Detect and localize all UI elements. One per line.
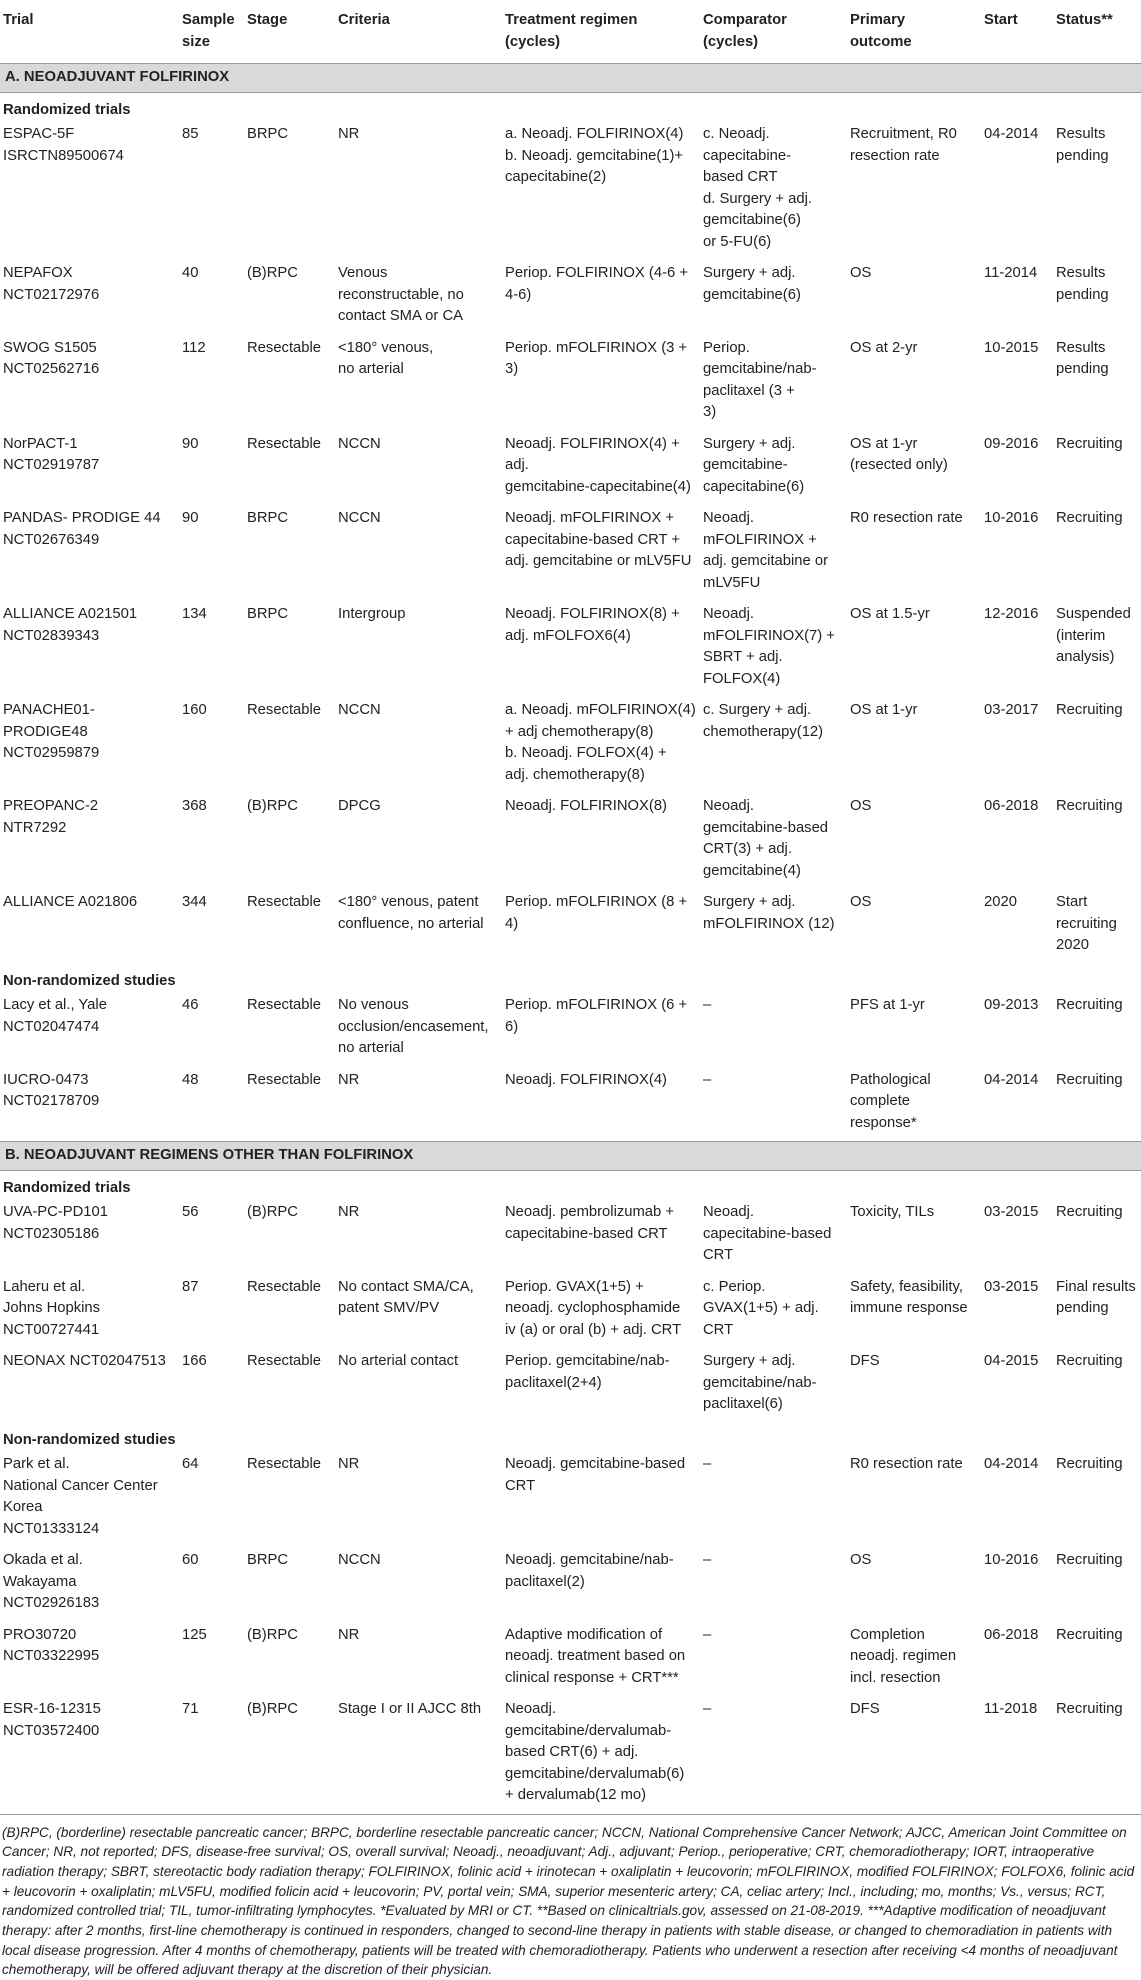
trial-cell: Laheru et al. Johns Hopkins NCT00727441 [0, 1274, 179, 1349]
col-header-treatment: Treatment regimen (cycles) [502, 0, 700, 64]
header-row [0, 0, 1141, 64]
table-row [0, 1696, 1141, 1814]
trial-cell: ALLIANCE A021806 [0, 889, 179, 964]
table-row [0, 1067, 1141, 1142]
outcome-cell: OS [847, 1547, 981, 1622]
sample-size-cell: 64 [179, 1451, 244, 1547]
table-row [0, 697, 1141, 793]
group-label: Non-randomized studies [0, 964, 1141, 993]
treatment-cell: a. Neoadj. FOLFIRINOX(4) b. Neoadj. gemcitabine(1)+ capecitabine(2) [502, 121, 700, 260]
criteria-cell: NR [335, 121, 502, 260]
table-footnote: (B)RPC, (borderline) resectable pancreatic cancer; BRPC, borderline resectable pancreatic cancer; NCCN, National Comprehensive Cancer Network; AJCC, American Joint Committee on Cancer; NR, not reported; DFS, disease-free survival; OS, overall survival; Neoadj., neoadjuvant; Adj., adjuvant; Periop., perioperative; CRT, chemoradiotherapy; IORT, intraoperative radiation therapy; SBRT, stereotactic body radiation therapy; FOLFIRINOX, folinic acid + irinotecan + oxaliplatin + leucovorin; mFOLFIRINOX, modified FOLFIRINOX; FOLFOX6, folinic acid + leucovorin + oxaliplatin; mLV5FU, modified folicin acid + leucovorin; PV, portal vein; SMA, superior mesenteric artery; CA, celiac artery; Incl., including; mo, months; Vs., versus; RCT, randomized controlled trial; TIL, tumor-infiltrating lymphocytes. *Evaluated by MRI or CT. **Based on clinicaltrials.gov, assessed on 21-08-2019. ***Adaptive modification of neoadjuvant therapy: after 2 months, first-line chemotherapy is continued in responders, changed to second-line therapy in patients with stable disease, or changed to chemoradiation in patients with local disease progression. After 4 months of chemotherapy, patients will be treated with chemoradiotherapy. Patients who underwent a resection after receiving <4 months of neoadjuvant chemotherapy, will be offered adjuvant therapy at the discretion of their physician. [0, 1815, 1141, 1980]
table-row [0, 505, 1141, 601]
trial-cell: Lacy et al., Yale NCT02047474 [0, 992, 179, 1067]
comparator-cell: c. Surgery + adj. chemotherapy(12) [700, 697, 847, 793]
table-row [0, 793, 1141, 889]
table-row [0, 431, 1141, 506]
start-cell: 04-2015 [981, 1348, 1053, 1423]
criteria-cell: NR [335, 1067, 502, 1142]
table-row [0, 335, 1141, 431]
table-row [0, 1451, 1141, 1547]
stage-cell: Resectable [244, 1451, 335, 1547]
comparator-cell: Neoadj. mFOLFIRINOX + adj. gemcitabine or mLV5FU [700, 505, 847, 601]
stage-cell: Resectable [244, 335, 335, 431]
comparator-cell: – [700, 1696, 847, 1814]
comparator-cell: Neoadj. gemcitabine-based CRT(3) + adj. gemcitabine(4) [700, 793, 847, 889]
status-cell: Recruiting [1053, 1547, 1141, 1622]
stage-cell: (B)RPC [244, 260, 335, 335]
stage-cell: Resectable [244, 992, 335, 1067]
trial-cell: PREOPANC-2 NTR7292 [0, 793, 179, 889]
trial-cell: NorPACT-1 NCT02919787 [0, 431, 179, 506]
sample-size-cell: 166 [179, 1348, 244, 1423]
col-header-sample-size: Sample size [179, 0, 244, 64]
table-row [0, 1547, 1141, 1622]
col-header-status: Status** [1053, 0, 1141, 64]
outcome-cell: R0 resection rate [847, 1451, 981, 1547]
section-title: A. NEOADJUVANT FOLFIRINOX [0, 64, 1141, 93]
comparator-cell: – [700, 1547, 847, 1622]
criteria-cell: NCCN [335, 505, 502, 601]
comparator-cell: – [700, 1067, 847, 1142]
comparator-cell: – [700, 1622, 847, 1697]
section-row [0, 1142, 1141, 1171]
treatment-cell: Neoadj. gemcitabine/nab- paclitaxel(2) [502, 1547, 700, 1622]
outcome-cell: Recruitment, R0 resection rate [847, 121, 981, 260]
criteria-cell: NCCN [335, 697, 502, 793]
trial-cell: ESR-16-12315 NCT03572400 [0, 1696, 179, 1814]
start-cell: 11-2014 [981, 260, 1053, 335]
sample-size-cell: 46 [179, 992, 244, 1067]
comparator-cell: c. Periop. GVAX(1+5) + adj. CRT [700, 1274, 847, 1349]
criteria-cell: NCCN [335, 431, 502, 506]
group-row [0, 92, 1141, 121]
trial-cell: NEPAFOX NCT02172976 [0, 260, 179, 335]
status-cell: Recruiting [1053, 1199, 1141, 1274]
col-header-outcome: Primary outcome [847, 0, 981, 64]
treatment-cell: Neoadj. FOLFIRINOX(4) + adj. gemcitabine-capecitabine(4) [502, 431, 700, 506]
table-row [0, 1622, 1141, 1697]
table-row [0, 992, 1141, 1067]
stage-cell: BRPC [244, 121, 335, 260]
outcome-cell: OS [847, 260, 981, 335]
comparator-cell: Neoadj. mFOLFIRINOX(7) + SBRT + adj. FOLFOX(4) [700, 601, 847, 697]
criteria-cell: No arterial contact [335, 1348, 502, 1423]
trial-cell: IUCRO-0473 NCT02178709 [0, 1067, 179, 1142]
sample-size-cell: 85 [179, 121, 244, 260]
treatment-cell: Neoadj. pembrolizumab + capecitabine-based CRT [502, 1199, 700, 1274]
section-row [0, 64, 1141, 93]
stage-cell: BRPC [244, 601, 335, 697]
comparator-cell: Surgery + adj. mFOLFIRINOX (12) [700, 889, 847, 964]
table-row [0, 889, 1141, 964]
status-cell: Results pending [1053, 121, 1141, 260]
comparator-cell: – [700, 992, 847, 1067]
outcome-cell: OS at 1-yr [847, 697, 981, 793]
comparator-cell: Neoadj. capecitabine-based CRT [700, 1199, 847, 1274]
status-cell: Suspended (interim analysis) [1053, 601, 1141, 697]
start-cell: 09-2016 [981, 431, 1053, 506]
table-row [0, 1348, 1141, 1423]
status-cell: Recruiting [1053, 697, 1141, 793]
status-cell: Recruiting [1053, 793, 1141, 889]
criteria-cell: DPCG [335, 793, 502, 889]
comparator-cell: Surgery + adj. gemcitabine- capecitabine(6) [700, 431, 847, 506]
sample-size-cell: 87 [179, 1274, 244, 1349]
outcome-cell: Completion neoadj. regimen incl. resection [847, 1622, 981, 1697]
start-cell: 04-2014 [981, 1451, 1053, 1547]
stage-cell: BRPC [244, 505, 335, 601]
trial-cell: PRO30720 NCT03322995 [0, 1622, 179, 1697]
stage-cell: BRPC [244, 1547, 335, 1622]
criteria-cell: NR [335, 1622, 502, 1697]
table-row [0, 1274, 1141, 1349]
trial-cell: Okada et al. Wakayama NCT02926183 [0, 1547, 179, 1622]
comparator-cell: c. Neoadj. capecitabine- based CRT d. Surgery + adj. gemcitabine(6) or 5-FU(6) [700, 121, 847, 260]
outcome-cell: PFS at 1-yr [847, 992, 981, 1067]
outcome-cell: Pathological complete response* [847, 1067, 981, 1142]
start-cell: 10-2016 [981, 505, 1053, 601]
criteria-cell: NCCN [335, 1547, 502, 1622]
trial-cell: ALLIANCE A021501 NCT02839343 [0, 601, 179, 697]
trial-cell: SWOG S1505 NCT02562716 [0, 335, 179, 431]
status-cell: Results pending [1053, 260, 1141, 335]
stage-cell: (B)RPC [244, 1199, 335, 1274]
outcome-cell: OS at 2-yr [847, 335, 981, 431]
sample-size-cell: 60 [179, 1547, 244, 1622]
start-cell: 2020 [981, 889, 1053, 964]
status-cell: Recruiting [1053, 505, 1141, 601]
sample-size-cell: 112 [179, 335, 244, 431]
trial-cell: NEONAX NCT02047513 [0, 1348, 179, 1423]
treatment-cell: Neoadj. gemcitabine-based CRT [502, 1451, 700, 1547]
treatment-cell: Neoadj. mFOLFIRINOX + capecitabine-based CRT + adj. gemcitabine or mLV5FU [502, 505, 700, 601]
start-cell: 10-2015 [981, 335, 1053, 431]
group-label: Randomized trials [0, 92, 1141, 121]
table-body [0, 64, 1141, 1815]
start-cell: 03-2015 [981, 1199, 1053, 1274]
group-row [0, 1423, 1141, 1452]
sample-size-cell: 134 [179, 601, 244, 697]
group-row [0, 964, 1141, 993]
col-header-criteria: Criteria [335, 0, 502, 64]
treatment-cell: Neoadj. FOLFIRINOX(8) + adj. mFOLFOX6(4) [502, 601, 700, 697]
sample-size-cell: 40 [179, 260, 244, 335]
treatment-cell: Neoadj. FOLFIRINOX(4) [502, 1067, 700, 1142]
stage-cell: (B)RPC [244, 1622, 335, 1697]
start-cell: 09-2013 [981, 992, 1053, 1067]
outcome-cell: R0 resection rate [847, 505, 981, 601]
start-cell: 06-2018 [981, 1622, 1053, 1697]
comparator-cell: Surgery + adj. gemcitabine/nab- paclitaxel(6) [700, 1348, 847, 1423]
outcome-cell: OS at 1-yr (resected only) [847, 431, 981, 506]
outcome-cell: Toxicity, TILs [847, 1199, 981, 1274]
stage-cell: (B)RPC [244, 1696, 335, 1814]
criteria-cell: NR [335, 1199, 502, 1274]
status-cell: Recruiting [1053, 1622, 1141, 1697]
treatment-cell: Periop. FOLFIRINOX (4-6 + 4-6) [502, 260, 700, 335]
start-cell: 04-2014 [981, 121, 1053, 260]
treatment-cell: Neoadj. FOLFIRINOX(8) [502, 793, 700, 889]
criteria-cell: No contact SMA/CA, patent SMV/PV [335, 1274, 502, 1349]
table-row [0, 121, 1141, 260]
outcome-cell: DFS [847, 1348, 981, 1423]
stage-cell: Resectable [244, 431, 335, 506]
treatment-cell: Periop. mFOLFIRINOX (6 + 6) [502, 992, 700, 1067]
criteria-cell: <180° venous, no arterial [335, 335, 502, 431]
group-label: Non-randomized studies [0, 1423, 1141, 1452]
trial-cell: UVA-PC-PD101 NCT02305186 [0, 1199, 179, 1274]
status-cell: Recruiting [1053, 1696, 1141, 1814]
table-row [0, 601, 1141, 697]
start-cell: 11-2018 [981, 1696, 1053, 1814]
start-cell: 04-2014 [981, 1067, 1053, 1142]
section-title: B. NEOADJUVANT REGIMENS OTHER THAN FOLFIRINOX [0, 1142, 1141, 1171]
sample-size-cell: 160 [179, 697, 244, 793]
stage-cell: Resectable [244, 889, 335, 964]
status-cell: Start recruiting 2020 [1053, 889, 1141, 964]
criteria-cell: No venous occlusion/encasement, no arterial [335, 992, 502, 1067]
status-cell: Recruiting [1053, 431, 1141, 506]
outcome-cell: OS at 1.5-yr [847, 601, 981, 697]
status-cell: Final results pending [1053, 1274, 1141, 1349]
outcome-cell: OS [847, 793, 981, 889]
trial-cell: PANACHE01- PRODIGE48 NCT02959879 [0, 697, 179, 793]
sample-size-cell: 71 [179, 1696, 244, 1814]
criteria-cell: Stage I or II AJCC 8th [335, 1696, 502, 1814]
criteria-cell: Intergroup [335, 601, 502, 697]
status-cell: Recruiting [1053, 992, 1141, 1067]
sample-size-cell: 368 [179, 793, 244, 889]
comparator-cell: – [700, 1451, 847, 1547]
trial-cell: Park et al. National Cancer Center Korea NCT01333124 [0, 1451, 179, 1547]
group-label: Randomized trials [0, 1170, 1141, 1199]
col-header-comparator: Comparator (cycles) [700, 0, 847, 64]
outcome-cell: Safety, feasibility, immune response [847, 1274, 981, 1349]
criteria-cell: Venous reconstructable, no contact SMA or CA [335, 260, 502, 335]
comparator-cell: Periop. gemcitabine/nab- paclitaxel (3 + 3) [700, 335, 847, 431]
start-cell: 03-2015 [981, 1274, 1053, 1349]
col-header-trial: Trial [0, 0, 179, 64]
stage-cell: (B)RPC [244, 793, 335, 889]
start-cell: 12-2016 [981, 601, 1053, 697]
trial-cell: PANDAS- PRODIGE 44 NCT02676349 [0, 505, 179, 601]
col-header-stage: Stage [244, 0, 335, 64]
col-header-start: Start [981, 0, 1053, 64]
table-header [0, 0, 1141, 64]
sample-size-cell: 90 [179, 505, 244, 601]
start-cell: 03-2017 [981, 697, 1053, 793]
sample-size-cell: 48 [179, 1067, 244, 1142]
stage-cell: Resectable [244, 1067, 335, 1142]
stage-cell: Resectable [244, 697, 335, 793]
treatment-cell: a. Neoadj. mFOLFIRINOX(4) + adj chemotherapy(8) b. Neoadj. FOLFOX(4) + adj. chemotherapy(8) [502, 697, 700, 793]
status-cell: Recruiting [1053, 1067, 1141, 1142]
criteria-cell: <180° venous, patent confluence, no arterial [335, 889, 502, 964]
stage-cell: Resectable [244, 1348, 335, 1423]
start-cell: 10-2016 [981, 1547, 1053, 1622]
treatment-cell: Periop. gemcitabine/nab- paclitaxel(2+4) [502, 1348, 700, 1423]
outcome-cell: DFS [847, 1696, 981, 1814]
treatment-cell: Periop. mFOLFIRINOX (3 + 3) [502, 335, 700, 431]
comparator-cell: Surgery + adj. gemcitabine(6) [700, 260, 847, 335]
status-cell: Results pending [1053, 335, 1141, 431]
outcome-cell: OS [847, 889, 981, 964]
sample-size-cell: 90 [179, 431, 244, 506]
trial-cell: ESPAC-5F ISRCTN89500674 [0, 121, 179, 260]
stage-cell: Resectable [244, 1274, 335, 1349]
sample-size-cell: 125 [179, 1622, 244, 1697]
group-row [0, 1170, 1141, 1199]
table-row [0, 260, 1141, 335]
treatment-cell: Periop. GVAX(1+5) + neoadj. cyclophosphamide iv (a) or oral (b) + adj. CRT [502, 1274, 700, 1349]
table-row [0, 1199, 1141, 1274]
sample-size-cell: 344 [179, 889, 244, 964]
start-cell: 06-2018 [981, 793, 1053, 889]
treatment-cell: Periop. mFOLFIRINOX (8 + 4) [502, 889, 700, 964]
status-cell: Recruiting [1053, 1451, 1141, 1547]
status-cell: Recruiting [1053, 1348, 1141, 1423]
treatment-cell: Neoadj. gemcitabine/dervalumab- based CRT(6) + adj. gemcitabine/dervalumab(6) + dervalumab(12 mo) [502, 1696, 700, 1814]
criteria-cell: NR [335, 1451, 502, 1547]
treatment-cell: Adaptive modification of neoadj. treatment based on clinical response + CRT*** [502, 1622, 700, 1697]
sample-size-cell: 56 [179, 1199, 244, 1274]
